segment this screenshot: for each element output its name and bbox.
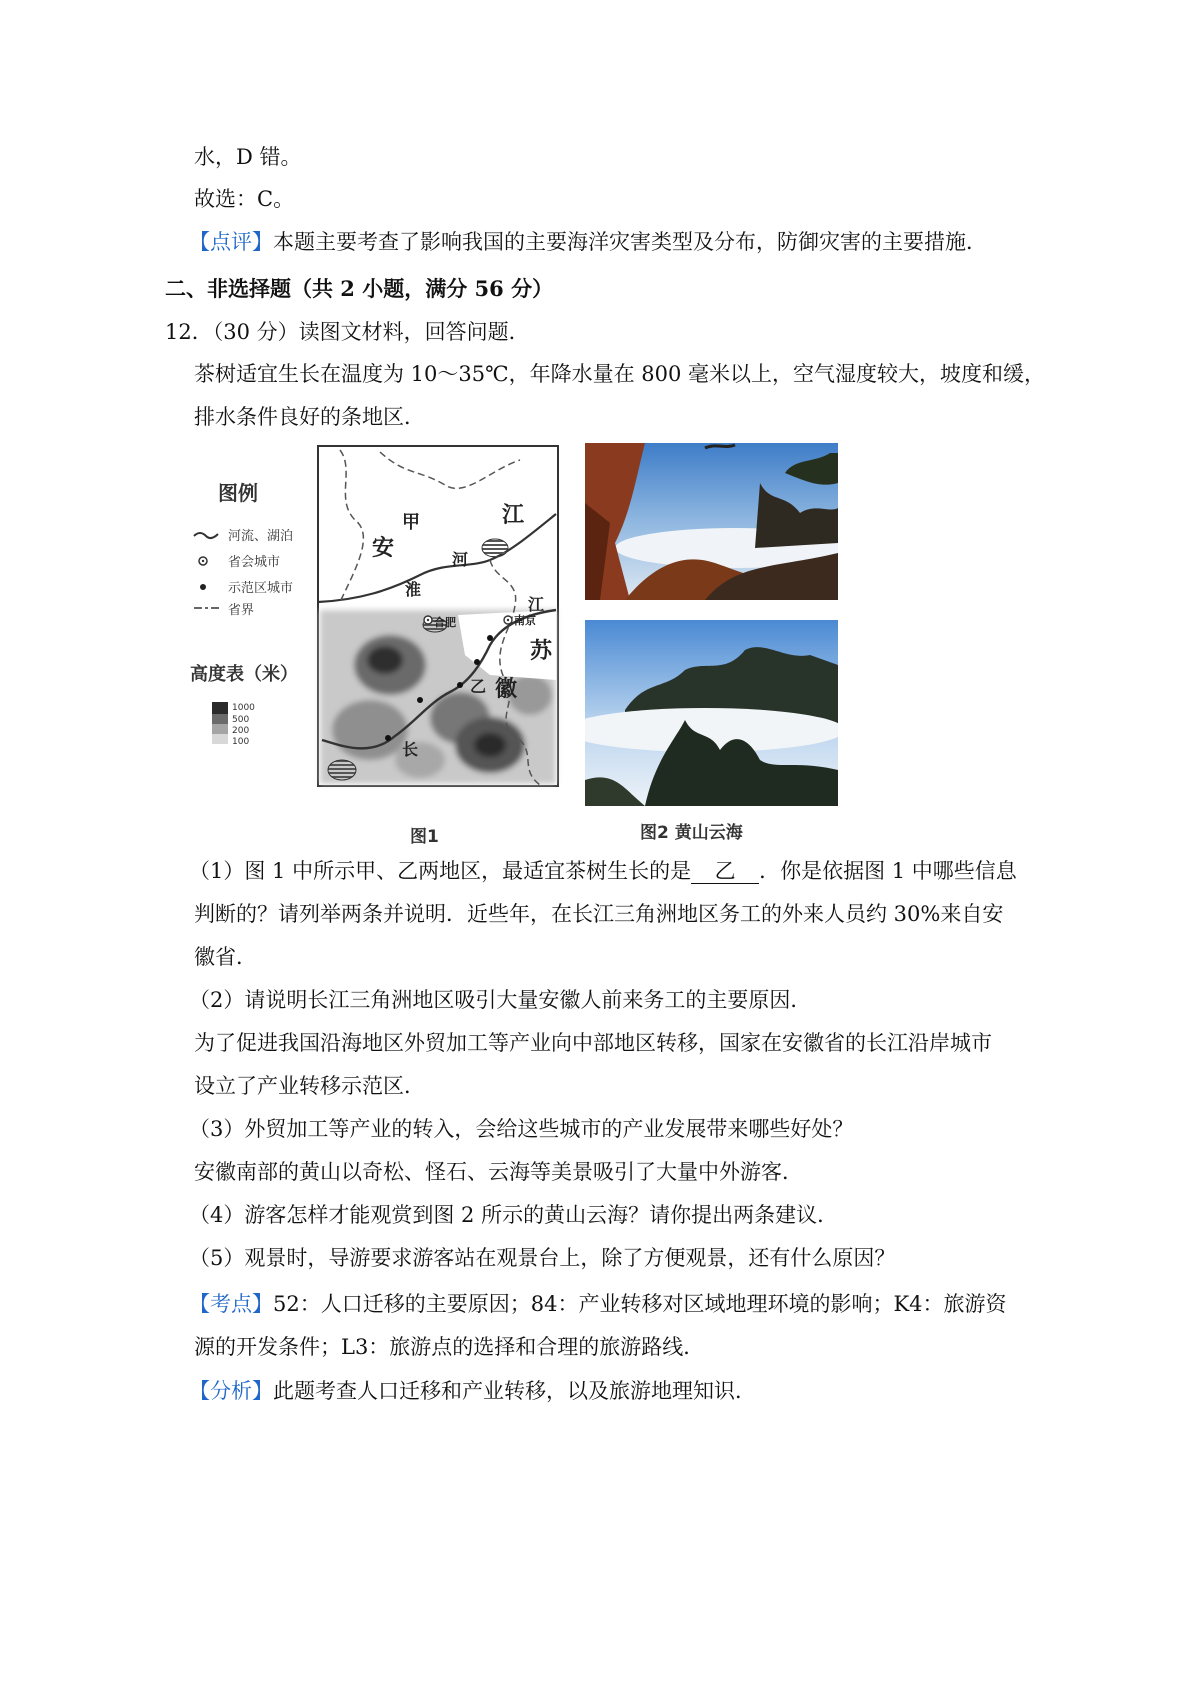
lake-north [482,539,508,557]
map-label-hui: 徽 [495,677,518,702]
legend-title: 图例 [218,481,258,505]
legend-border: 省界 [228,603,255,618]
elev-level-1000: 1000 [232,703,255,713]
question-1-line-3: 徽省． [194,945,257,969]
map-label-su: 苏 [530,639,553,664]
demo-city-marker [457,682,463,688]
legend-capital: 省会城市 [228,555,281,570]
demo-city-marker [417,697,423,703]
material-line-1: 茶树适宜生长在温度为 10～35℃，年降水量在 800 毫米以上，空气湿度较大，坡度和缓， [194,362,1046,386]
map-label-nanjing: 南京 [514,614,536,627]
map-label-jiang: 江 [502,503,525,528]
knowledge-text: 52：人口迁移的主要原因；84：产业转移对区域地理环境的影响；K4：旅游资 [273,1292,1007,1316]
material-2-line-2: 设立了产业转移示范区． [194,1074,425,1098]
demo-city-icon [200,584,206,590]
elev-level-100: 100 [232,737,250,747]
elev-level-500: 500 [232,715,250,725]
map-area [318,446,558,786]
demo-city-marker [487,635,493,641]
elev-level-200: 200 [232,726,250,736]
analysis-paragraph [189,1377,756,1405]
map-label-jia: 甲 [402,512,420,533]
huangshan-photo-bottom [585,620,838,806]
question-12-title: 12．（30 分）读图文材料，回答问题． [165,320,530,344]
figure-1-caption: 图1 [410,827,439,847]
map-label-zhang: 长 [402,740,419,759]
text-line-1: 水，D 错。 [194,145,302,169]
map-label-huai: 淮 [405,580,422,599]
comment-paragraph [189,228,987,256]
analysis-tag: 【分析】 [189,1379,273,1403]
knowledge-points-line-2: 源的开发条件；L3：旅游点的选择和合理的旅游路线． [194,1335,705,1359]
material-3: 安徽南部的黄山以奇松、怪石、云海等美景吸引了大量中外游客． [194,1160,803,1184]
comment-text: 本题主要考查了影响我国的主要海洋灾害类型及分布，防御灾害的主要措施． [273,230,987,254]
answer-blank: 乙 [691,859,759,884]
legend-demo-city: 示范区城市 [228,581,294,596]
map-label-jiang-mid: 江 [528,595,545,614]
lake-south [328,760,356,780]
question-4: （4）游客怎样才能观赏到图 2 所示的黄山云海？请你提出两条建议． [189,1203,839,1227]
knowledge-tag: 【考点】 [189,1292,273,1316]
demo-city-marker [474,659,480,665]
map-label-he: 河 [452,550,469,569]
demo-city-marker [385,735,391,741]
text-line-answer: 故选：C。 [194,187,295,211]
question-1-suffix: ．你是依据图 1 中哪些信息 [759,859,1017,883]
legend-river: 河流、湖泊 [228,529,294,544]
material-2-line-1: 为了促进我国沿海地区外贸加工等产业向中部地区转移，国家在安徽省的长江沿岸城市 [194,1031,992,1055]
question-1-line-1 [189,857,1017,885]
river-legend-icon [194,533,218,538]
knowledge-points-line-1 [189,1290,1007,1318]
figure-2-caption: 图2 黄山云海 [640,823,743,843]
comment-tag: 【点评】 [189,230,273,254]
map-label-hefei: 合肥 [434,616,456,629]
question-1-line-2: 判断的？请列举两条并说明．近些年，在长江三角洲地区务工的外来人员约 30%来自安 [194,902,1004,926]
huangshan-photo-top [585,443,838,600]
map-legend [190,481,298,747]
material-line-2: 排水条件良好的条地区． [194,405,425,429]
question-1-prefix: （1）图 1 中所示甲、乙两地区，最适宜茶树生长的是 [189,859,692,883]
analysis-text: 此题考查人口迁移和产业转移，以及旅游地理知识． [273,1379,756,1403]
map-label-yi: 乙 [470,677,487,696]
question-5: （5）观景时，导游要求游客站在观景台上，除了方便观景，还有什么原因？ [189,1246,896,1270]
figure-1-map [190,440,570,845]
figure-1 [190,440,570,845]
map-label-an: 安 [372,536,395,561]
section-heading: 二、非选择题（共 2 小题，满分 56 分） [165,276,554,301]
elevation-legend-title: 高度表（米） [190,664,298,685]
question-2: （2）请说明长江三角洲地区吸引大量安徽人前来务工的主要原因． [189,988,812,1012]
question-3: （3）外贸加工等产业的转入，会给这些城市的产业发展带来哪些好处？ [189,1117,854,1141]
